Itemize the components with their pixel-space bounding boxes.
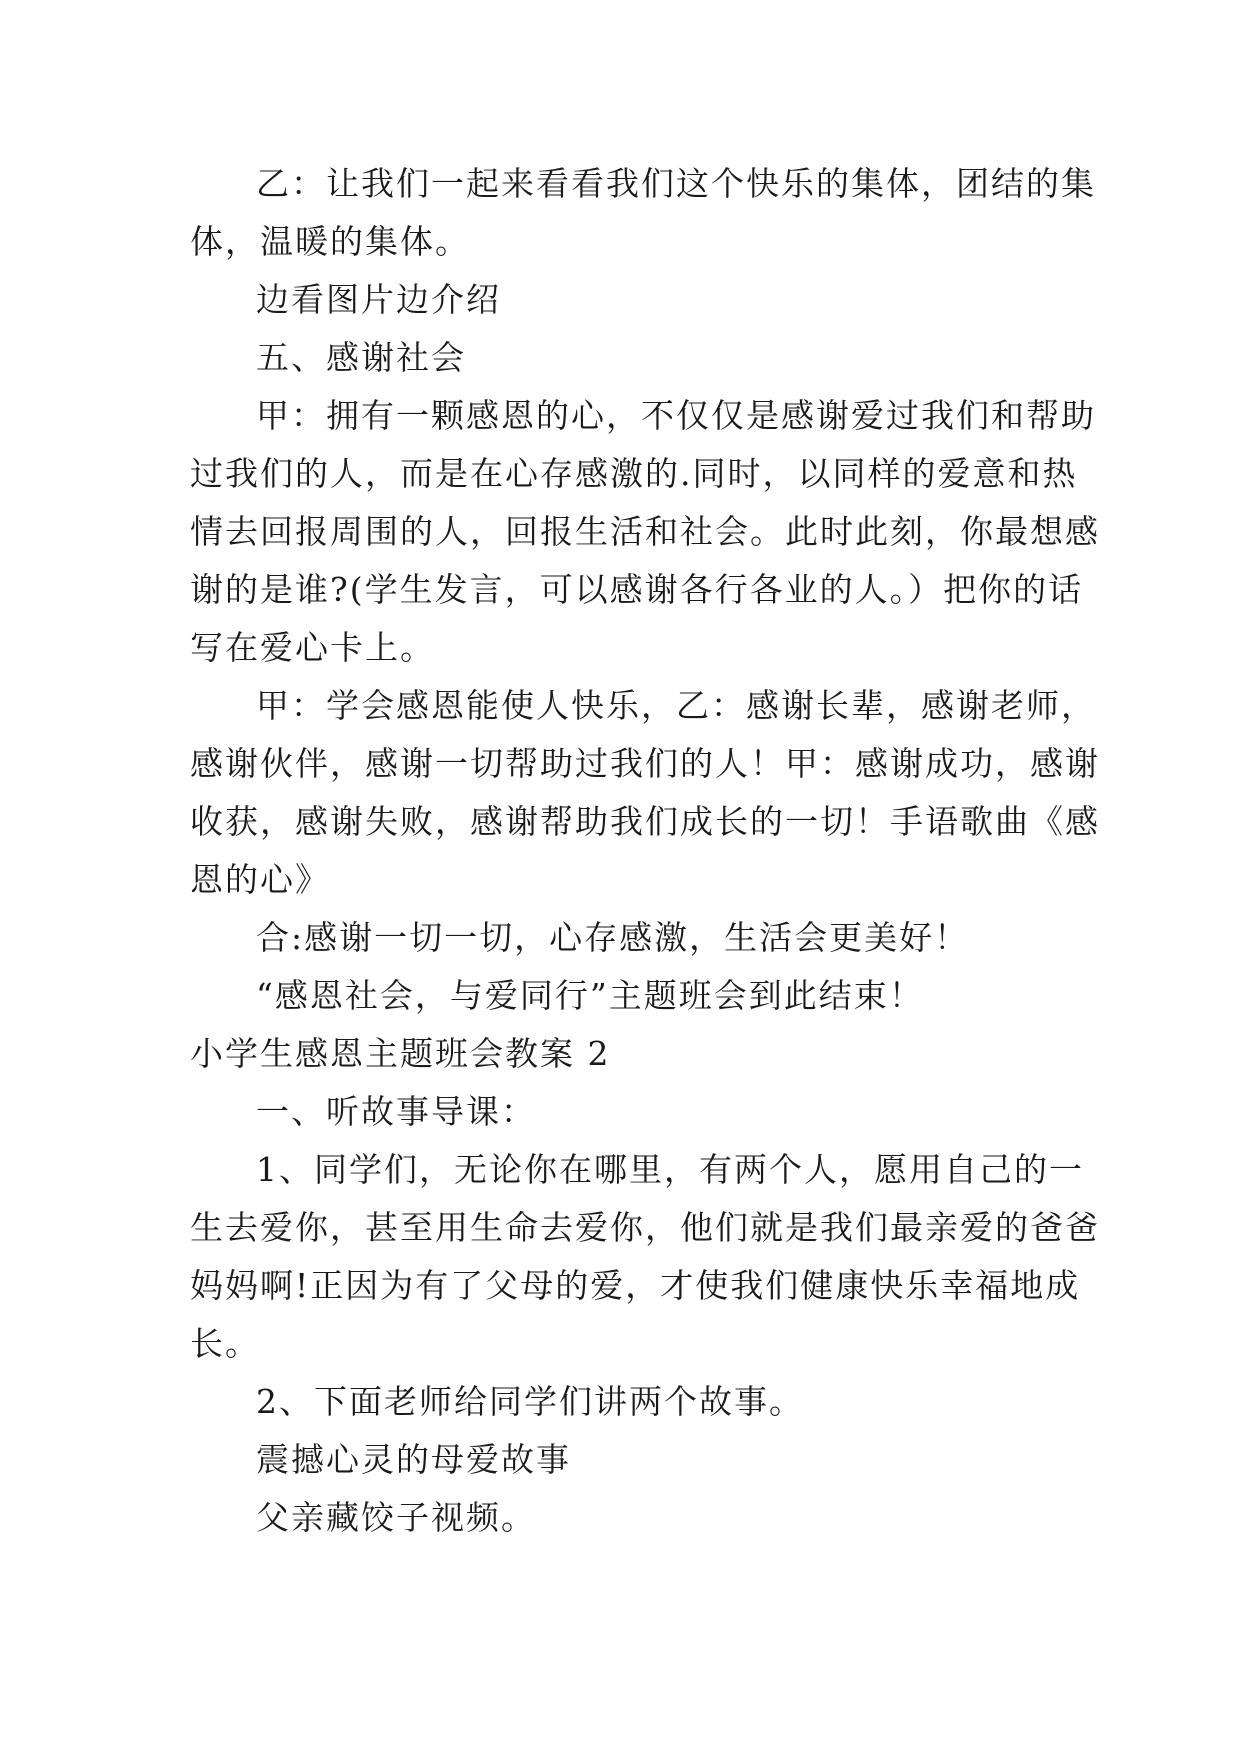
text-line: 收获，感谢失败，感谢帮助我们成长的一切！手语歌曲《感 bbox=[190, 802, 1100, 841]
text-line: 写在爱心卡上。 bbox=[190, 628, 435, 667]
text-line: 合:感谢一切一切，心存感激，生活会更美好！ bbox=[256, 918, 970, 957]
text-line: 边看图片边介绍 bbox=[256, 280, 501, 319]
section-heading: 五、感谢社会 bbox=[256, 338, 466, 377]
text-line: 体，温暖的集体。 bbox=[190, 222, 470, 261]
document-title: 小学生感恩主题班会教案 2 bbox=[190, 1034, 611, 1073]
text-line: “感恩社会，与爱同行”主题班会到此结束！ bbox=[256, 976, 924, 1015]
section-heading: 一、听故事导课： bbox=[256, 1092, 536, 1131]
text-line: 妈妈啊!正因为有了父母的爱，才使我们健康快乐幸福地成 bbox=[190, 1266, 1081, 1305]
text-line: 甲：拥有一颗感恩的心，不仅仅是感谢爱过我们和帮助 bbox=[256, 396, 1096, 435]
text-line: 过我们的人，而是在心存感激的.同时，以同样的爱意和热 bbox=[190, 454, 1078, 493]
text-line: 情去回报周围的人，回报生活和社会。此时此刻，你最想感 bbox=[190, 512, 1100, 551]
text-line: 长。 bbox=[190, 1324, 260, 1363]
text-line: 父亲藏饺子视频。 bbox=[256, 1498, 536, 1537]
text-line: 1、同学们，无论你在哪里，有两个人，愿用自己的一 bbox=[256, 1150, 1084, 1189]
text-line: 恩的心》 bbox=[190, 860, 330, 899]
text-line: 生去爱你，甚至用生命去爱你，他们就是我们最亲爱的爸爸 bbox=[190, 1208, 1100, 1247]
text-line: 乙：让我们一起来看看我们这个快乐的集体，团结的集 bbox=[256, 164, 1096, 203]
text-line: 震撼心灵的母爱故事 bbox=[256, 1440, 571, 1479]
text-line: 2、下面老师给同学们讲两个故事。 bbox=[256, 1382, 804, 1421]
text-line: 甲：学会感恩能使人快乐，乙：感谢长辈，感谢老师， bbox=[256, 686, 1096, 725]
text-line: 感谢伙伴，感谢一切帮助过我们的人！甲：感谢成功，感谢 bbox=[190, 744, 1100, 783]
text-line: 谢的是谁?(学生发言，可以感谢各行各业的人。）把你的话 bbox=[190, 570, 1084, 609]
